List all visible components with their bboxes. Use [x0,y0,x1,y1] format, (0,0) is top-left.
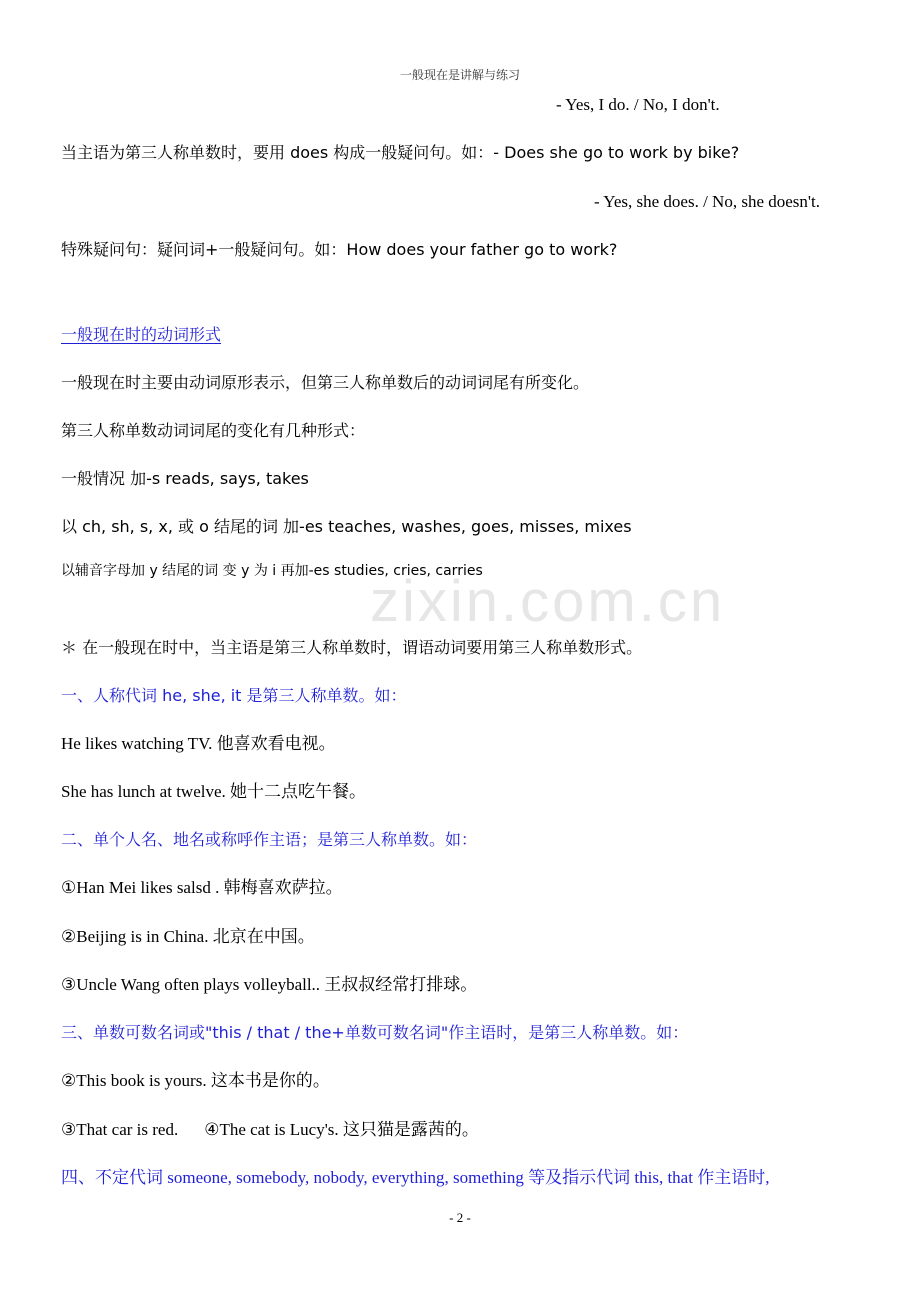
example-7-text: That car is red. [76,1120,179,1139]
example-6-text: This book is yours. 这本书是你的。 [76,1071,330,1090]
example-5-number: ③ [61,975,77,995]
heading-4: 四、不定代词 someone, somebody, nobody, everything, something 等及指示代词 this, that 作主语时, [61,1168,770,1187]
example-8-number: ④ [204,1120,220,1140]
example-4-text: Beijing is in China. 北京在中国。 [76,927,315,946]
example-2: She has lunch at twelve. 她十二点吃午餐。 [61,782,367,801]
paragraph-2: 第三人称单数动词词尾的变化有几种形式： [61,421,366,440]
rule-3: 以辅音字母加 y 结尾的词 变 y 为 i 再加-es studies, cries, carries [61,563,483,579]
paragraph-1: 一般现在时主要由动词原形表示，但第三人称单数后的动词词尾有所变化。 [61,373,590,392]
example-5-text: Uncle Wang often plays volleyball.. 王叔叔经常打排球。 [76,975,478,994]
example-6-number: ② [61,1071,77,1091]
question-rule-line: 当主语为第三人称单数时，要用 does 构成一般疑问句。如：- Does she go to work by bike? [61,143,740,162]
rule-1: 一般情况 加-s reads, says, takes [61,469,309,488]
section-title-link[interactable]: 一般现在时的动词形式 [61,325,222,344]
example-7-number: ③ [61,1120,77,1140]
heading-1: 一、人称代词 he, she, it 是第三人称单数。如： [61,686,407,705]
page-header: 一般现在是讲解与练习 [399,68,520,82]
example-4 [61,926,315,948]
heading-3: 三、单数可数名词或"this / that / the+单数可数名词"作主语时，是第三人称单数。如： [61,1023,689,1042]
example-1: He likes watching TV. 他喜欢看电视。 [61,734,336,753]
example-3 [61,877,343,899]
example-4-number: ② [61,927,77,947]
example-6 [61,1070,330,1092]
page-number: - 2 - [449,1210,471,1225]
example-5 [61,974,477,996]
answer-line-1: - Yes, I do. / No, I don't. [556,95,720,114]
note-line: ＊ 在一般现在时中，当主语是第三人称单数时，谓语动词要用第三人称单数形式。 [61,638,643,657]
example-7-8 [61,1119,479,1141]
example-3-number: ① [61,878,77,898]
watermark: zixin.com.cn [370,569,726,634]
special-question-line: 特殊疑问句：疑问词+一般疑问句。如：How does your father go to work? [61,240,618,259]
answer-line-2: - Yes, she does. / No, she doesn't. [594,192,820,211]
rule-2: 以 ch, sh, s, x, 或 o 结尾的词 加-es teaches, washes, goes, misses, mixes [61,517,632,536]
example-3-text: Han Mei likes salsd . 韩梅喜欢萨拉。 [76,878,343,897]
example-8-text: The cat is Lucy's. 这只猫是露茜的。 [219,1120,479,1139]
heading-2: 二、单个人名、地名或称呼作主语；是第三人称单数。如： [61,830,478,849]
